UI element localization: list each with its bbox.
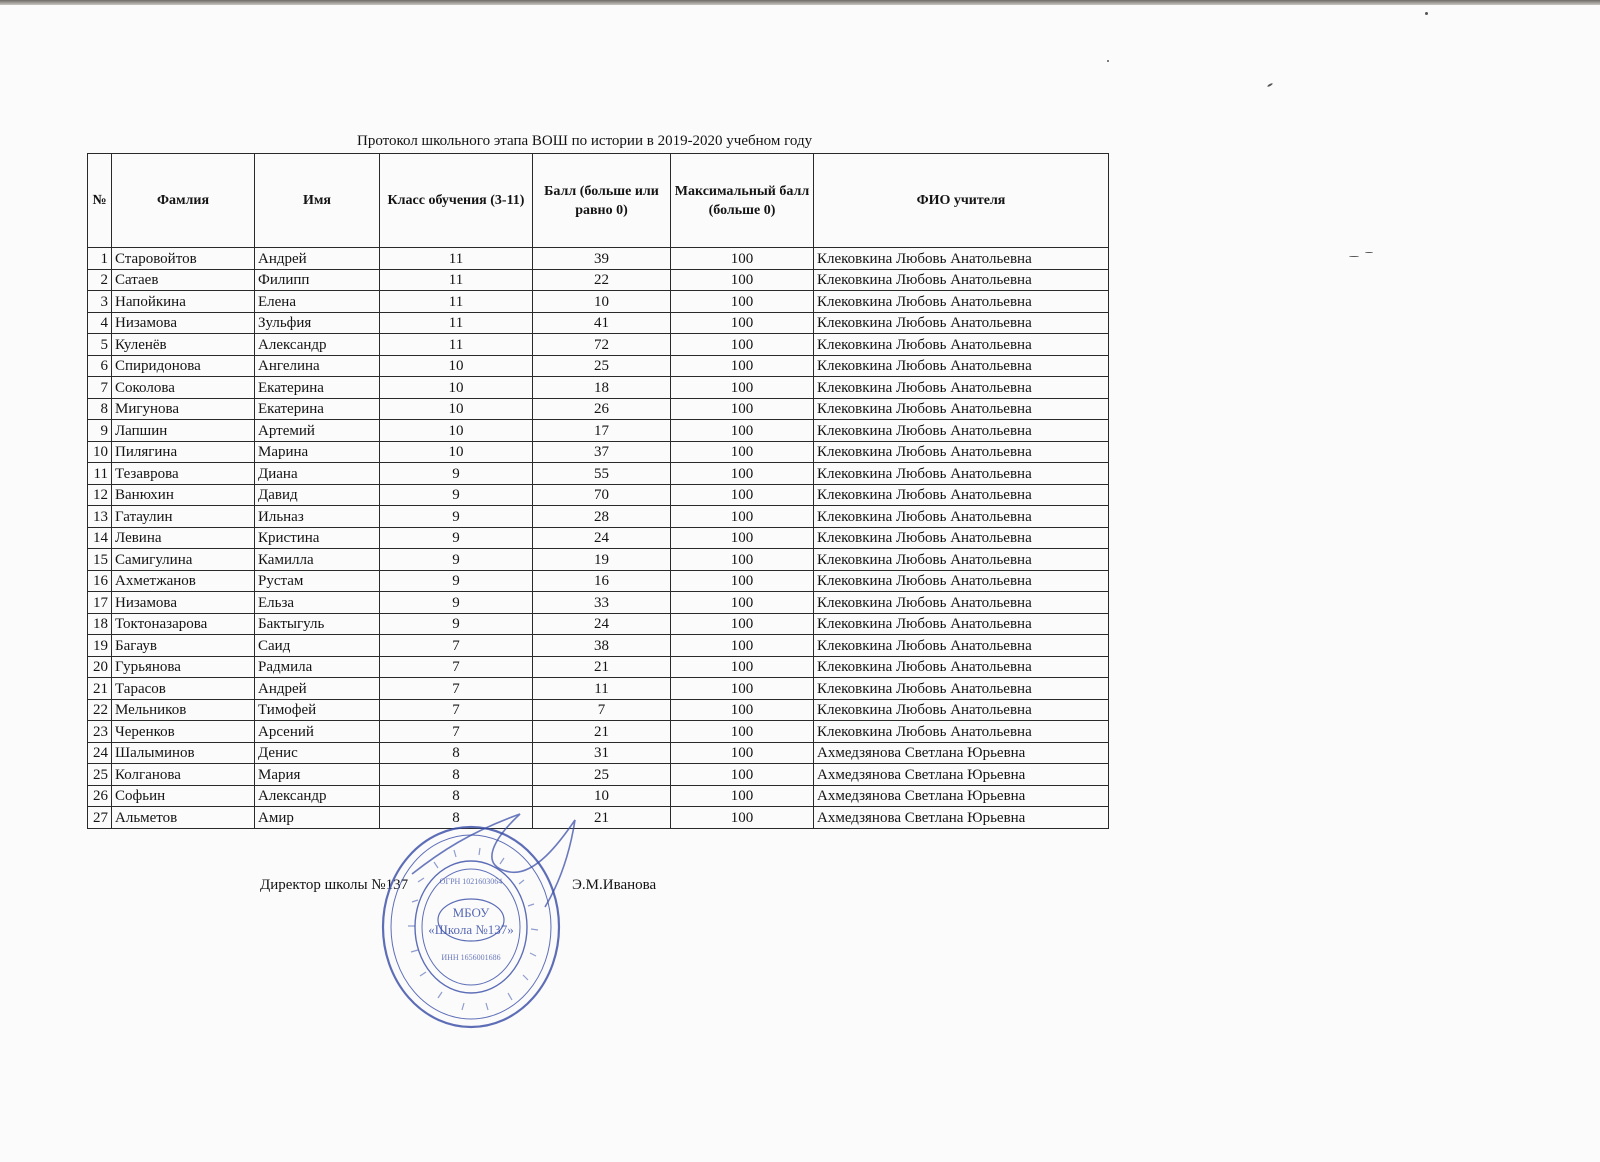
cell-teacher: Клековкина Любовь Анатольевна [814,248,1109,270]
cell-num: 4 [88,312,112,334]
cell-num: 11 [88,463,112,485]
cell-surname: Альметов [112,807,255,829]
scan-speck [1107,60,1109,62]
cell-surname: Гурьянова [112,656,255,678]
cell-teacher: Клековкина Любовь Анатольевна [814,721,1109,743]
scan-speck [1349,256,1359,257]
cell-score: 21 [533,721,671,743]
cell-surname: Самигулина [112,549,255,571]
cell-name: Бактыгуль [255,613,380,635]
cell-teacher: Ахмедзянова Светлана Юрьевна [814,764,1109,786]
cell-surname: Напойкина [112,291,255,313]
cell-teacher: Клековкина Любовь Анатольевна [814,377,1109,399]
cell-surname: Багаув [112,635,255,657]
cell-grade: 10 [380,355,533,377]
cell-name: Зульфия [255,312,380,334]
cell-surname: Низамова [112,312,255,334]
cell-grade: 11 [380,312,533,334]
cell-surname: Спиридонова [112,355,255,377]
cell-max-score: 100 [671,570,814,592]
table-row [88,721,1109,743]
cell-grade: 9 [380,527,533,549]
cell-teacher: Клековкина Любовь Анатольевна [814,506,1109,528]
cell-name: Радмила [255,656,380,678]
cell-max-score: 100 [671,656,814,678]
cell-name: Филипп [255,269,380,291]
cell-surname: Сатаев [112,269,255,291]
cell-surname: Ванюхин [112,484,255,506]
cell-max-score: 100 [671,549,814,571]
cell-num: 7 [88,377,112,399]
cell-grade: 8 [380,785,533,807]
cell-grade: 8 [380,764,533,786]
cell-surname: Левина [112,527,255,549]
cell-num: 5 [88,334,112,356]
cell-num: 9 [88,420,112,442]
cell-score: 39 [533,248,671,270]
cell-max-score: 100 [671,613,814,635]
cell-num: 26 [88,785,112,807]
table-row [88,699,1109,721]
cell-num: 21 [88,678,112,700]
cell-surname: Шалыминов [112,742,255,764]
table-row [88,742,1109,764]
cell-score: 11 [533,678,671,700]
table-row [88,398,1109,420]
header-score: Балл (больше или равно 0) [533,154,671,248]
cell-grade: 11 [380,291,533,313]
cell-score: 55 [533,463,671,485]
cell-teacher: Клековкина Любовь Анатольевна [814,613,1109,635]
cell-num: 3 [88,291,112,313]
document-title: Протокол школьного этапа ВОШ по истории в 2019-2020 учебном году [357,133,813,149]
cell-grade: 9 [380,613,533,635]
cell-score: 24 [533,613,671,635]
header-grade: Класс обучения (3-11) [380,154,533,248]
cell-name: Мария [255,764,380,786]
cell-num: 18 [88,613,112,635]
cell-teacher: Клековкина Любовь Анатольевна [814,635,1109,657]
cell-name: Диана [255,463,380,485]
cell-max-score: 100 [671,291,814,313]
table-row [88,269,1109,291]
cell-num: 6 [88,355,112,377]
scan-speck [1267,83,1273,88]
cell-num: 2 [88,269,112,291]
table-row [88,506,1109,528]
cell-num: 17 [88,592,112,614]
cell-grade: 9 [380,484,533,506]
cell-teacher: Клековкина Любовь Анатольевна [814,269,1109,291]
cell-name: Саид [255,635,380,657]
cell-score: 10 [533,785,671,807]
header-teacher: ФИО учителя [814,154,1109,248]
cell-surname: Старовойтов [112,248,255,270]
cell-num: 15 [88,549,112,571]
cell-surname: Тарасов [112,678,255,700]
scan-speck [1365,252,1373,253]
cell-teacher: Ахмедзянова Светлана Юрьевна [814,742,1109,764]
cell-surname: Куленёв [112,334,255,356]
cell-surname: Пилягина [112,441,255,463]
cell-name: Амир [255,807,380,829]
header-max-score: Максимальный балл (больше 0) [671,154,814,248]
cell-grade: 9 [380,570,533,592]
header-num: № [88,154,112,248]
cell-teacher: Ахмедзянова Светлана Юрьевна [814,785,1109,807]
cell-score: 7 [533,699,671,721]
cell-max-score: 100 [671,592,814,614]
table-row [88,248,1109,270]
cell-max-score: 100 [671,807,814,829]
cell-grade: 10 [380,420,533,442]
cell-num: 24 [88,742,112,764]
cell-max-score: 100 [671,764,814,786]
cell-teacher: Клековкина Любовь Анатольевна [814,549,1109,571]
stamp-ogrn: ОГРН 1021603064 [439,877,503,886]
cell-name: Кристина [255,527,380,549]
cell-name: Денис [255,742,380,764]
cell-grade: 8 [380,807,533,829]
cell-score: 31 [533,742,671,764]
cell-name: Марина [255,441,380,463]
table-row [88,291,1109,313]
cell-max-score: 100 [671,678,814,700]
table-row [88,635,1109,657]
cell-teacher: Клековкина Любовь Анатольевна [814,441,1109,463]
cell-teacher: Клековкина Любовь Анатольевна [814,291,1109,313]
cell-surname: Мигунова [112,398,255,420]
cell-num: 10 [88,441,112,463]
cell-name: Екатерина [255,398,380,420]
cell-name: Екатерина [255,377,380,399]
cell-max-score: 100 [671,248,814,270]
cell-score: 26 [533,398,671,420]
cell-teacher: Клековкина Любовь Анатольевна [814,570,1109,592]
header-name: Имя [255,154,380,248]
cell-grade: 10 [380,398,533,420]
cell-score: 37 [533,441,671,463]
cell-teacher: Клековкина Любовь Анатольевна [814,527,1109,549]
cell-grade: 10 [380,377,533,399]
cell-surname: Токтоназарова [112,613,255,635]
cell-grade: 7 [380,678,533,700]
cell-num: 8 [88,398,112,420]
stamp-center-line-1: МБОУ [452,905,490,920]
cell-grade: 7 [380,721,533,743]
table-row [88,527,1109,549]
stamp-center-line-2: «Школа №137» [428,922,514,937]
cell-max-score: 100 [671,785,814,807]
cell-teacher: Клековкина Любовь Анатольевна [814,355,1109,377]
cell-teacher: Клековкина Любовь Анатольевна [814,656,1109,678]
cell-name: Ильназ [255,506,380,528]
cell-surname: Тезаврова [112,463,255,485]
cell-teacher: Клековкина Любовь Анатольевна [814,334,1109,356]
cell-teacher: Клековкина Любовь Анатольевна [814,484,1109,506]
cell-surname: Колганова [112,764,255,786]
cell-grade: 11 [380,269,533,291]
cell-max-score: 100 [671,312,814,334]
cell-grade: 7 [380,699,533,721]
cell-score: 17 [533,420,671,442]
cell-max-score: 100 [671,463,814,485]
cell-score: 21 [533,656,671,678]
cell-grade: 9 [380,549,533,571]
cell-max-score: 100 [671,506,814,528]
stamp-inn: ИНН 1656001686 [441,953,501,962]
cell-name: Ельза [255,592,380,614]
cell-num: 1 [88,248,112,270]
cell-max-score: 100 [671,420,814,442]
cell-num: 22 [88,699,112,721]
cell-name: Давид [255,484,380,506]
header-surname: Фамлия [112,154,255,248]
cell-score: 38 [533,635,671,657]
cell-name: Тимофей [255,699,380,721]
cell-grade: 11 [380,334,533,356]
cell-name: Ангелина [255,355,380,377]
cell-surname: Низамова [112,592,255,614]
cell-max-score: 100 [671,484,814,506]
cell-teacher: Клековкина Любовь Анатольевна [814,420,1109,442]
cell-surname: Гатаулин [112,506,255,528]
table-row [88,334,1109,356]
cell-surname: Соколова [112,377,255,399]
cell-num: 19 [88,635,112,657]
table-row [88,570,1109,592]
cell-score: 41 [533,312,671,334]
table-row [88,592,1109,614]
cell-grade: 9 [380,463,533,485]
table-row [88,549,1109,571]
cell-name: Рустам [255,570,380,592]
cell-teacher: Клековкина Любовь Анатольевна [814,678,1109,700]
cell-grade: 8 [380,742,533,764]
director-signature [410,812,590,912]
table-row [88,484,1109,506]
cell-max-score: 100 [671,355,814,377]
table-header-row [88,154,1109,248]
cell-score: 19 [533,549,671,571]
cell-teacher: Клековкина Любовь Анатольевна [814,312,1109,334]
table-row [88,312,1109,334]
table-row [88,656,1109,678]
cell-grade: 9 [380,592,533,614]
cell-num: 16 [88,570,112,592]
cell-num: 12 [88,484,112,506]
table-row [88,420,1109,442]
cell-name: Александр [255,334,380,356]
cell-surname: Мельников [112,699,255,721]
cell-score: 25 [533,764,671,786]
cell-name: Александр [255,785,380,807]
cell-surname: Черенков [112,721,255,743]
cell-num: 25 [88,764,112,786]
cell-max-score: 100 [671,742,814,764]
cell-grade: 9 [380,506,533,528]
table-row [88,764,1109,786]
cell-name: Артемий [255,420,380,442]
cell-score: 25 [533,355,671,377]
director-name: Э.М.Иванова [572,877,657,893]
cell-num: 13 [88,506,112,528]
cell-score: 16 [533,570,671,592]
cell-surname: Софьин [112,785,255,807]
cell-grade: 7 [380,635,533,657]
cell-score: 18 [533,377,671,399]
cell-max-score: 100 [671,441,814,463]
cell-name: Андрей [255,678,380,700]
cell-name: Арсений [255,721,380,743]
director-position: Директор школы №137 [260,877,409,893]
cell-max-score: 100 [671,334,814,356]
table-row [88,463,1109,485]
results-table [87,153,1109,829]
table-row [88,807,1109,829]
cell-max-score: 100 [671,699,814,721]
cell-teacher: Ахмедзянова Светлана Юрьевна [814,807,1109,829]
cell-score: 33 [533,592,671,614]
cell-teacher: Клековкина Любовь Анатольевна [814,398,1109,420]
scan-top-edge [0,0,1600,5]
cell-num: 23 [88,721,112,743]
cell-grade: 11 [380,248,533,270]
cell-name: Камилла [255,549,380,571]
cell-max-score: 100 [671,635,814,657]
table-row [88,678,1109,700]
cell-max-score: 100 [671,377,814,399]
cell-teacher: Клековкина Любовь Анатольевна [814,463,1109,485]
cell-name: Андрей [255,248,380,270]
cell-name: Елена [255,291,380,313]
scan-speck [1425,12,1428,15]
cell-score: 22 [533,269,671,291]
cell-max-score: 100 [671,721,814,743]
table-row [88,377,1109,399]
cell-max-score: 100 [671,269,814,291]
cell-surname: Лапшин [112,420,255,442]
cell-score: 70 [533,484,671,506]
cell-score: 72 [533,334,671,356]
table-row [88,355,1109,377]
cell-grade: 7 [380,656,533,678]
table-row [88,785,1109,807]
cell-score: 21 [533,807,671,829]
cell-num: 20 [88,656,112,678]
table-row [88,441,1109,463]
cell-surname: Ахметжанов [112,570,255,592]
cell-num: 27 [88,807,112,829]
cell-num: 14 [88,527,112,549]
cell-max-score: 100 [671,398,814,420]
cell-teacher: Клековкина Любовь Анатольевна [814,592,1109,614]
table-row [88,613,1109,635]
cell-score: 10 [533,291,671,313]
cell-teacher: Клековкина Любовь Анатольевна [814,699,1109,721]
cell-score: 28 [533,506,671,528]
cell-max-score: 100 [671,527,814,549]
cell-grade: 10 [380,441,533,463]
cell-score: 24 [533,527,671,549]
